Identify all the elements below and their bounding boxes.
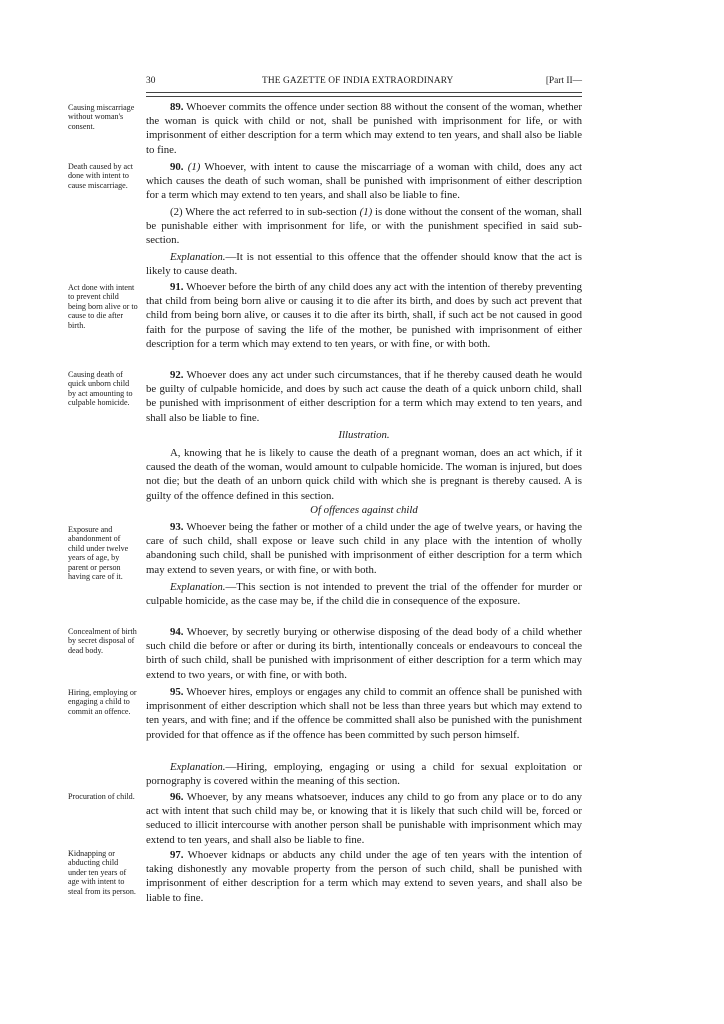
- section-number: 94.: [170, 626, 184, 638]
- side-note-94: Concealment of birth by secret disposal of dead body.: [68, 627, 137, 655]
- gazette-title: THE GAZETTE OF INDIA EXTRAORDINARY: [262, 76, 454, 86]
- page-header: [146, 76, 582, 90]
- section-number: 91.: [170, 281, 184, 293]
- side-note-91: Act done with intent to prevent child being born alive or to cause to die after birth.: [68, 283, 138, 330]
- section-95-explanation: [146, 760, 582, 788]
- section-number: 95.: [170, 686, 184, 698]
- section-text: Whoever kidnaps or abducts any child under the age of ten years with the intention of taking dishonestly any movable property from the person of such child, shall be punished with imprisonment of either description for a term which may extend to seven years, and shall also be liable to fine.: [146, 849, 582, 904]
- section-text: Where the act referred to in sub-section: [182, 206, 360, 218]
- section-text: Whoever, by any means whatsoever, induces any child to go from any place or to do any act with intent that such child may be, or knowing that it is likely that such child will be, forced or seduced to illicit intercourse with another person shall be punishable with imprisonment which may extend to ten years, and shall also be liable to fine.: [146, 791, 582, 846]
- subsection-mark: (1): [187, 161, 201, 173]
- section-96: [146, 790, 582, 847]
- page-number: 30: [146, 76, 156, 86]
- section-number: 96.: [170, 791, 184, 803]
- section-text: Whoever, with intent to cause the miscarriage of a woman with child, does any act which causes the death of such woman, shall be punished with imprisonment of either description for a term which may extend to ten years, and shall also be liable to fine.: [146, 161, 582, 202]
- side-note-95: Hiring, employing or engaging a child to commit an offence.: [68, 688, 137, 716]
- side-note-97: Kidnapping or abducting child under ten years of age with intent to steal from its person.: [68, 849, 136, 896]
- section-90-sub-2: [146, 205, 582, 248]
- section-number: 92.: [170, 369, 184, 381]
- section-95: [146, 685, 582, 742]
- section-91: [146, 280, 582, 351]
- part-label: [Part II—: [545, 76, 582, 86]
- section-text: Whoever does any act under such circumstances, that if he thereby caused death he would be guilty of culpable homicide, and does by such act cause the death of a quick unborn child, shall be punished with imprisonment of either description for a term which may extend to ten years, and shall also be liable to fine.: [146, 369, 582, 424]
- subsection-reference: (1): [359, 206, 373, 218]
- explanation-label: Explanation.: [170, 581, 226, 593]
- subsection-mark: (2): [170, 206, 183, 218]
- section-number: 93.: [170, 521, 184, 533]
- illustration-heading: Illustration.: [338, 429, 390, 441]
- section-90-explanation: [146, 250, 582, 278]
- section-93-explanation: [146, 580, 582, 608]
- section-90-sub-1: [146, 160, 582, 203]
- explanation-text: —It is not essential to this offence that the offender should know that the act is likely to cause death.: [146, 251, 582, 278]
- section-text: Whoever before the birth of any child does any act with the intention of thereby preventing that child from being born alive or causing it to die after its birth, and does by such act prevent that child from being born alive, or causes it to die after its birth, shall, if such act be not caused in good faith for the purpose of saving the life of the mother, be punished with imprisonment of either description for a term which may extend to ten years, or with fine, or with both.: [146, 281, 582, 350]
- section-94: [146, 625, 582, 682]
- section-number: 90.: [170, 161, 184, 173]
- chapter-heading: Of offences against child: [310, 504, 418, 516]
- side-note-89: Causing miscarriage without woman's consent.: [68, 103, 135, 131]
- section-97: [146, 848, 582, 905]
- explanation-text: —Hiring, employing, engaging or using a child for sexual exploitation or pornography is covered within the meaning of this section.: [146, 761, 582, 788]
- header-rule: [146, 92, 582, 97]
- section-number: 97.: [170, 849, 184, 861]
- section-text: Whoever being the father or mother of a child under the age of twelve years, or having the care of such child, shall expose or leave such child in any place with the intention of wholly abandoning such child, shall be punished with imprisonment of either description for a term which may extend to seven years, or with fine, or with both.: [146, 521, 582, 576]
- side-note-96: Procuration of child.: [68, 792, 135, 801]
- section-text: Whoever hires, employs or engages any child to commit an offence shall be punished with imprisonment of either description which shall not be less than three years but which may extend to ten years, and with fine; and if the offence be committed shall also be punished with the punishment provided for that offence as if the offence has been committed by such person himself.: [146, 686, 582, 741]
- section-92: [146, 368, 582, 425]
- side-note-90: Death caused by act done with intent to cause miscarriage.: [68, 162, 133, 190]
- section-text: Whoever, by secretly burying or otherwise disposing of the dead body of a child whether such child die before or after or during its birth, intentionally conceals or endeavours to conceal the birth of such child, shall be punished with imprisonment of either description for a term which may extend to two years, or with fine, or with both.: [146, 626, 582, 681]
- section-text: is done without the consent of the woman, shall be punishable either with imprisonment for life, or with the punishment specified in said sub-section.: [146, 206, 582, 247]
- section-89: [146, 100, 582, 157]
- explanation-label: Explanation.: [170, 251, 226, 263]
- side-note-92: Causing death of quick unborn child by act amounting to culpable homicide.: [68, 370, 133, 408]
- section-number: 89.: [170, 101, 184, 113]
- section-text: Whoever commits the offence under section 88 without the consent of the woman, whether the woman is quick with child or not, shall be punished with imprisonment for life, or with imprisonment of either description for a term which may extend to ten years, and shall also be liable to fine.: [146, 101, 582, 156]
- explanation-label: Explanation.: [170, 761, 226, 773]
- side-note-93: Exposure and abandonment of child under twelve years of age, by parent or person having care of it.: [68, 525, 129, 582]
- section-92-illustration: A, knowing that he is likely to cause the death of a pregnant woman, does an act which, if it caused the death of the woman, would amount to culpable homicide. The woman is injured, but does not die; but the death of an unborn quick child with which she is pregnant is thereby caused. A is guilty of the offence defined in this section.: [146, 447, 582, 502]
- section-93: [146, 520, 582, 577]
- explanation-text: —This section is not intended to prevent the trial of the offender for murder or culpable homicide, as the case may be, if the child die in consequence of the exposure.: [146, 581, 582, 608]
